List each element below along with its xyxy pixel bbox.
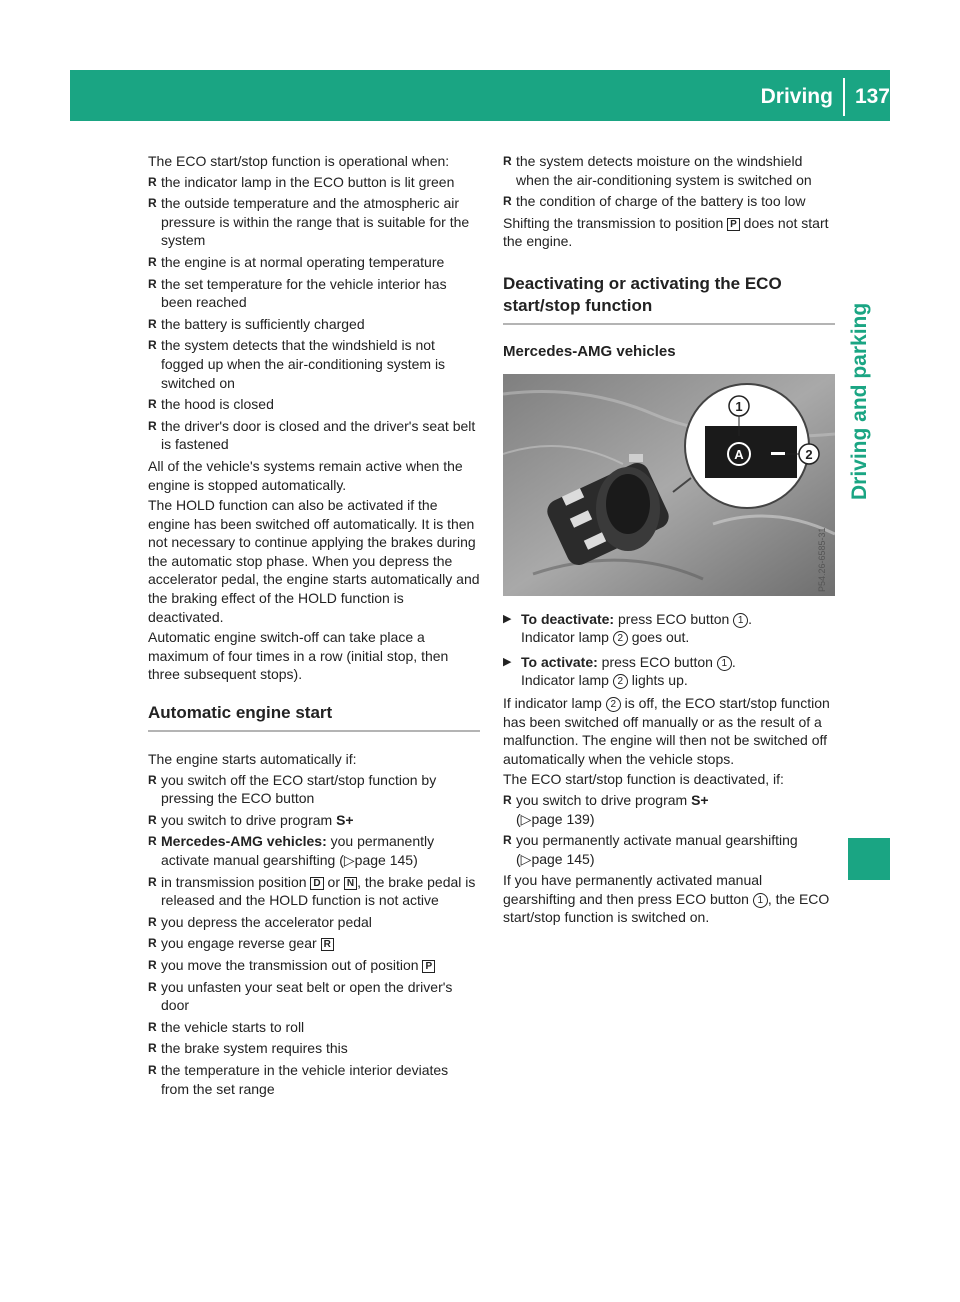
bold-label: To deactivate: <box>521 610 615 627</box>
text: in transmission position <box>161 873 311 890</box>
text: press ECO button <box>614 610 734 627</box>
side-tab-label <box>848 300 878 500</box>
text: ) <box>413 852 418 868</box>
text: , the brake pedal is released and the HOLD function is not active <box>161 873 476 909</box>
page-ref-link[interactable]: page 145 <box>531 850 590 867</box>
list-item: R the system detects moisture on the windshield when the air-conditioning system is switched on <box>503 152 835 189</box>
side-tab-text: Driving and parking <box>848 302 871 500</box>
section-title: Driving <box>760 85 833 108</box>
page-number: 137 <box>854 85 890 108</box>
text: is off, the ECO start/stop function has been switched off manually or as the result of a malfunction. The engine will then not be switched off automatically when the vehicle stops. <box>503 694 830 767</box>
arrow-ref-icon: ▷ <box>520 850 532 867</box>
callout-1-ref: 1 <box>733 613 748 628</box>
indicator-lamp <box>771 452 785 455</box>
callout-2-ref: 2 <box>606 697 621 712</box>
paragraph: The engine starts automatically if: <box>148 751 357 768</box>
drive-program: S+ <box>336 811 354 828</box>
callout-1-ref: 1 <box>753 893 768 908</box>
text: Shifting the transmission to position <box>503 214 728 231</box>
callout-2-ref: 2 <box>613 631 628 646</box>
text: you switch to drive program <box>161 811 337 828</box>
sub-heading: Mercedes-AMG vehicles <box>503 342 676 360</box>
paragraph: All of the vehicle's systems remain active when the engine is stopped automatically. <box>148 457 463 493</box>
arrow-ref-icon: ▷ <box>343 852 355 868</box>
text: press ECO button <box>597 653 717 670</box>
paragraph: The ECO start/stop function is deactivated, if: <box>503 771 784 788</box>
list-item: R the vehicle starts to roll <box>148 1018 480 1037</box>
section-heading: Automatic engine start <box>148 702 480 732</box>
text: lights up. <box>627 672 688 689</box>
left-column <box>148 152 480 1101</box>
arrow-ref-icon: ▷ <box>520 810 532 827</box>
running-header <box>761 84 890 110</box>
gear-r-icon: R <box>321 938 334 951</box>
callout-2-ref: 2 <box>613 674 628 689</box>
operational-conditions-list <box>148 173 480 454</box>
text: If you have permanently activated manual gearshifting and then press ECO button <box>503 872 763 907</box>
bold-label: To activate: <box>521 653 598 670</box>
paragraph: Automatic engine switch-off can take place a maximum of four times in a row (initial stop, then three subsequent stops). <box>148 629 449 683</box>
text: you permanently activate manual gearshifting ( <box>161 833 435 868</box>
figure-code: P54.26-6585-31 <box>817 527 827 592</box>
text: . <box>748 610 753 627</box>
callout-2-label: 2 <box>805 446 813 462</box>
list-item <box>148 811 480 830</box>
text: , the ECO start/stop function is switched on. <box>503 890 830 926</box>
gear-p-icon: P <box>422 960 435 973</box>
gear-d-icon: D <box>310 877 323 890</box>
right-column <box>503 152 835 929</box>
paragraph <box>503 214 835 251</box>
list-item: R the system detects that the windshield is not fogged up when the air-conditioning system is switched on <box>148 336 480 392</box>
list-item: R the temperature in the vehicle interior deviates from the set range <box>148 1061 480 1098</box>
text: you engage reverse gear <box>161 935 321 952</box>
list-item <box>148 873 480 910</box>
list-item: R you permanently activate manual gearshifting (▷page 145) <box>503 831 835 868</box>
text: goes out. <box>627 629 690 646</box>
step-deactivate <box>503 610 835 647</box>
intro-text: The ECO start/stop function is operational when: <box>148 153 450 169</box>
page-ref-link[interactable]: page 145 <box>354 852 414 868</box>
list-item: R the battery is sufficiently charged <box>148 315 480 334</box>
text: Indicator lamp <box>521 629 613 646</box>
paragraph <box>503 694 835 768</box>
callout-1-label: 1 <box>735 398 743 414</box>
list-item: R the indicator lamp in the ECO button is lit green <box>148 173 480 192</box>
paragraph: The HOLD function can also be activated if the engine has been switched off automatically. It is then not necessary to continue applying the brakes during the automatic stop phase. When you depress the accelerator pedal, the engine starts automatically and the braking effect of the HOLD function is deactivated. <box>148 497 480 625</box>
text: does not start the engine. <box>503 214 829 250</box>
step-activate <box>503 653 835 690</box>
list-item: R you switch to drive program S+ (▷page 139) <box>503 791 835 828</box>
svg-text:A: A <box>734 446 744 462</box>
list-item: R the condition of charge of the battery is too low <box>503 192 835 211</box>
list-item <box>148 832 480 869</box>
list-item: R the set temperature for the vehicle interior has been reached <box>148 275 480 312</box>
gear-p-icon: P <box>727 218 740 231</box>
text: you switch to drive program <box>516 791 692 808</box>
list-item: R you unfasten your seat belt or open the driver's door <box>148 978 480 1015</box>
side-tab-marker <box>848 838 890 880</box>
page-ref-link[interactable]: page 139 <box>531 810 590 827</box>
list-item: R the hood is closed <box>148 395 480 414</box>
list-item: R you switch off the ECO start/stop function by pressing the ECO button <box>148 771 480 808</box>
eco-button-illustration <box>503 374 835 596</box>
header-divider <box>843 78 845 116</box>
text: you permanently activate manual gearshifting <box>516 832 798 849</box>
text: Indicator lamp <box>521 672 613 689</box>
text: or <box>323 873 344 890</box>
list-item: R the driver's door is closed and the driver's seat belt is fastened <box>148 417 480 454</box>
section-heading: Deactivating or activating the ECO start/stop function <box>503 273 835 325</box>
list-item: R the engine is at normal operating temperature <box>148 253 480 272</box>
list-item: R the brake system requires this <box>148 1039 480 1058</box>
list-item: R you depress the accelerator pedal <box>148 913 480 932</box>
callout-1-ref: 1 <box>717 656 732 671</box>
list-item <box>148 934 480 953</box>
text: . <box>731 653 736 670</box>
gear-n-icon: N <box>344 877 357 890</box>
list-item <box>148 956 480 975</box>
text: you move the transmission out of position <box>161 956 423 973</box>
drive-program: S+ <box>691 791 709 808</box>
paragraph <box>503 871 835 927</box>
text: If indicator lamp <box>503 694 606 711</box>
bold-label: Mercedes-AMG vehicles: <box>161 833 327 850</box>
list-item: R the outside temperature and the atmospheric air pressure is within the range that is suitable for the system <box>148 194 480 250</box>
